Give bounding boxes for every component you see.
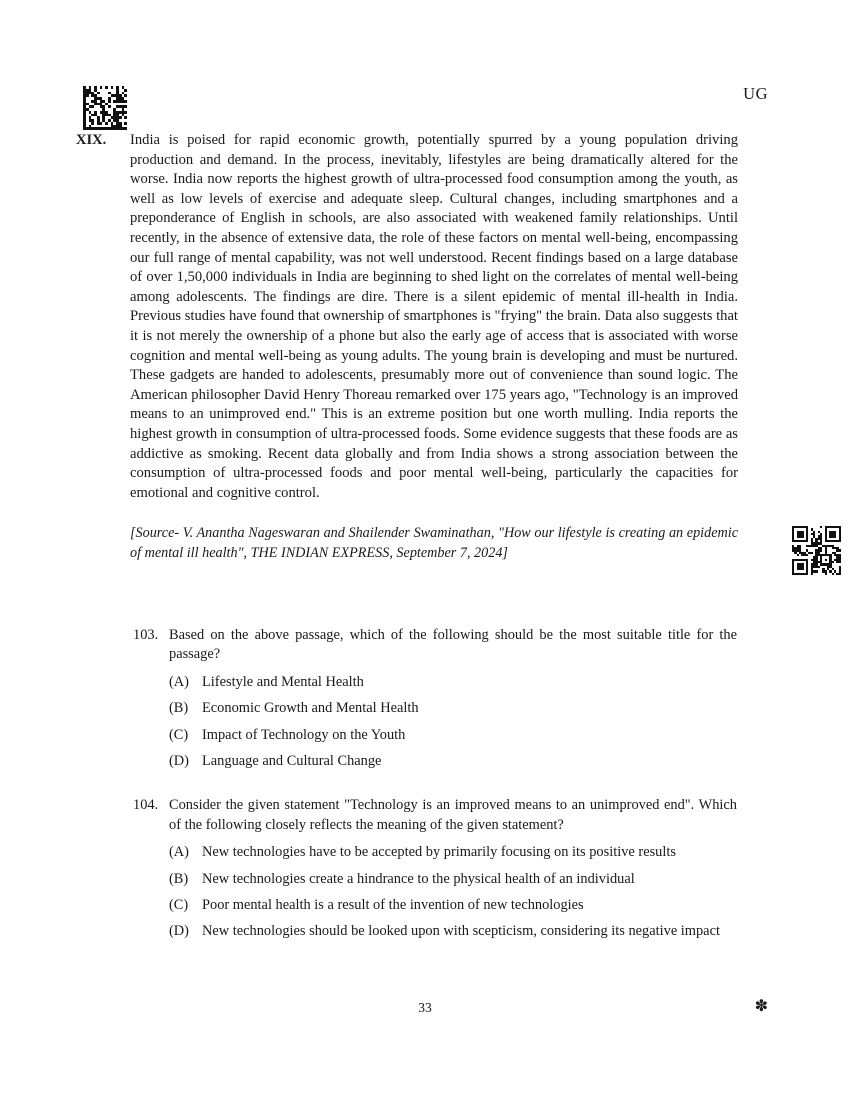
datamatrix-code bbox=[83, 86, 127, 130]
passage-number: XIX. bbox=[76, 132, 107, 148]
option-letter: (B) bbox=[169, 870, 189, 887]
option-item[interactable] bbox=[169, 922, 737, 941]
question-stem: Based on the above passage, which of the following should be the most suitable title for the passage? bbox=[169, 627, 737, 663]
question-head bbox=[133, 626, 737, 665]
option-text: Poor mental health is a result of the invention of new technologies bbox=[202, 897, 584, 914]
asterisk-mark-icon: ✽ bbox=[754, 998, 768, 1015]
question-stem: Consider the given statement "Technology is an improved means to an unimproved end". Which of the following closely reflects the meaning of the given statement? bbox=[169, 797, 737, 833]
option-text: Impact of Technology on the Youth bbox=[202, 726, 406, 743]
exam-level-label: UG bbox=[743, 84, 768, 103]
passage-block bbox=[76, 131, 738, 563]
question-gap bbox=[133, 788, 737, 796]
option-item[interactable] bbox=[169, 726, 737, 745]
question-item bbox=[133, 626, 737, 771]
option-text: Lifestyle and Mental Health bbox=[202, 673, 364, 690]
passage-row bbox=[76, 131, 738, 563]
page-number: 33 bbox=[418, 1000, 432, 1015]
question-number: 104. bbox=[133, 797, 159, 814]
option-text: New technologies should be looked upon with scepticism, considering its negative impact bbox=[202, 923, 720, 940]
option-item[interactable] bbox=[169, 752, 737, 771]
option-letter: (A) bbox=[169, 844, 189, 861]
option-text: Language and Cultural Change bbox=[202, 753, 382, 770]
option-item[interactable] bbox=[169, 896, 737, 915]
option-item[interactable] bbox=[169, 673, 737, 692]
option-item[interactable] bbox=[169, 843, 737, 862]
option-item[interactable] bbox=[169, 870, 737, 889]
passage-text: India is poised for rapid economic growth, potentially spurred by a young population driving production and demand. In the process, inevitably, lifestyles are being dramatically altered for the worse. India now reports the highest growth of ultra-processed food consumption among the youth, as well as low levels of exercise and adequate sleep. Cultural changes, including smartphones and a preponderance of English in schools, are also associated with weakened family relationships. Until recently, in the absence of extensive data, the role of these factors on mental well-being, encompassing our full range of mental capability, was not well understood. Recent findings based on a large database of over 1,50,000 individuals in India are beginning to shed light on the correlates of mental well-being among adolescents. The findings are dire. There is a silent epidemic of mental ill-health in India. Previous studies have found that ownership of smartphones is "frying" the brain. Data also suggests that it is not merely the ownership of a phone but also the early age of access that is associated with worse cognition and mental well-being as young adults. The young brain is developing and must be nurtured. These gadgets are handed to adolescents, presumably more out of convenience than sound logic. The American philosopher David Henry Thoreau remarked over 175 years ago, "Technology is an improved means to an unimproved end." This is an extreme position but one worth mulling. India reports the highest growth in consumption of ultra-processed foods. Some evidence suggests that these foods are as addictive as smoking. Recent data globally and from India shows a strong association between the consumption of ultra-processed foods and poor mental well-being, particularly the capacities for emotional and cognitive control. bbox=[130, 132, 738, 501]
option-letter: (D) bbox=[169, 753, 189, 770]
passage-source-note: [Source- V. Anantha Nageswaran and Shailender Swaminathan, "How our lifestyle is creating an epidemic of mental ill health", THE INDIAN EXPRESS, September 7, 2024] bbox=[130, 525, 738, 561]
qr-code bbox=[792, 526, 841, 575]
option-letter: (D) bbox=[169, 923, 189, 940]
option-list bbox=[133, 673, 737, 772]
option-text: Economic Growth and Mental Health bbox=[202, 700, 419, 717]
option-letter: (B) bbox=[169, 700, 189, 717]
option-text: New technologies create a hindrance to the physical health of an individual bbox=[202, 870, 635, 887]
question-head bbox=[133, 796, 737, 835]
option-letter: (C) bbox=[169, 897, 189, 914]
option-item[interactable] bbox=[169, 699, 737, 718]
question-number: 103. bbox=[133, 627, 159, 643]
passage-body bbox=[130, 131, 738, 563]
question-list bbox=[133, 626, 737, 959]
question-item bbox=[133, 796, 737, 941]
option-text: New technologies have to be accepted by primarily focusing on its positive results bbox=[202, 844, 676, 861]
option-letter: (C) bbox=[169, 726, 189, 743]
option-list bbox=[133, 843, 737, 942]
option-letter: (A) bbox=[169, 673, 189, 690]
